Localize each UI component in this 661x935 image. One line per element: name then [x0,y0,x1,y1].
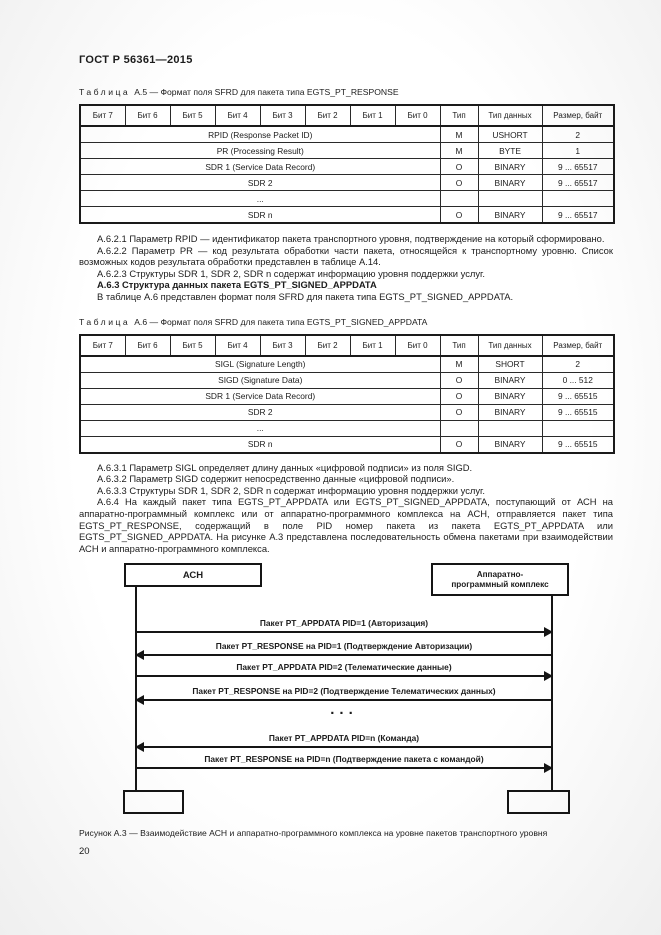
datatype-cell [478,191,542,207]
datatype-cell [478,420,542,436]
column-header: Тип данных [478,105,542,126]
datatype-cell: SHORT [478,356,542,373]
type-cell: M [440,356,478,373]
column-header: Бит 6 [125,335,170,356]
column-header: Бит 7 [80,105,125,126]
size-cell: 2 [542,356,614,373]
type-cell: O [440,207,478,224]
datatype-cell: BINARY [478,388,542,404]
column-header: Бит 2 [305,335,350,356]
arrowhead-right-icon [544,627,553,637]
field-cell: PR (Processing Result) [80,143,440,159]
column-header: Бит 3 [260,105,305,126]
table-a5-caption [79,87,613,97]
page-number: 20 [79,846,90,858]
field-cell: SDR 1 (Service Data Record) [80,388,440,404]
type-cell: O [440,388,478,404]
field-cell: SDR 1 (Service Data Record) [80,159,440,175]
column-header: Размер, байт [542,105,614,126]
field-cell: SDR 2 [80,404,440,420]
message-label: Пакет PT_APPDATA PID=1 (Авторизация) [259,618,429,629]
column-header: Бит 3 [260,335,305,356]
table-row [80,207,614,224]
paragraph-a633: А.6.3.3 Структуры SDR 1, SDR 2, SDR n содержат информацию уровня поддержки услуг. [97,484,485,496]
paragraph-a63-intro: В таблице А.6 представлен формат поля SFRD для пакета типа EGTS_PT_SIGNED_APPDATA. [97,290,514,302]
message-label: Пакет PT_RESPONSE на PID=n (Подтверждение пакета с командой) [204,754,484,765]
actor-box-complex [431,563,569,596]
arrowhead-right-icon [544,671,553,681]
field-cell: SDR 2 [80,175,440,191]
column-header: Тип [440,105,478,126]
arrowhead-left-icon [135,650,144,660]
table-a5 [79,104,615,224]
paragraph-a64: А.6.4 На каждый пакет типа EGTS_PT_APPDATA или EGTS_PT_SIGNED_APPDATA, поступающий от АСН на аппаратно-программный комплекс или от аппаратно-программного комплекса на АСН, отправляется пакет типа EGTS_PT_RESPONSE, содержащий в поле PID номер пакета из пакета EGTS_PT_APPDATA или EGTS_PT_SIGNED_APPDATA. На рисунке А.3 представлена последовательность обмена пакетами при взаимодействии АСН и аппаратно-программного комплекса. [79,496,613,554]
datatype-cell: BINARY [478,207,542,224]
table-row [80,356,614,373]
column-header: Бит 4 [215,335,260,356]
field-cell: SDR n [80,207,440,224]
standard-number: ГОСТ Р 56361—2015 [79,54,193,66]
type-cell: M [440,126,478,143]
type-cell: O [440,404,478,420]
column-header: Бит 1 [350,335,395,356]
column-header: Бит 7 [80,335,125,356]
table-row [80,159,614,175]
lifeline-end-box-left [123,790,184,814]
table-a6-header-row [80,335,614,356]
table-a6 [79,334,615,454]
type-cell: O [440,372,478,388]
table-row [80,420,614,436]
table-a6-caption-word: Таблица [79,316,131,327]
table-row [80,372,614,388]
column-header: Бит 4 [215,105,260,126]
table-a5-caption-text: А.5 — Формат поля SFRD для пакета типа EGTS_PT_RESPONSE [134,87,399,97]
table-row [80,143,614,159]
paragraph-a631: А.6.3.1 Параметр SIGL определяет длину данных «цифровой подписи» из поля SIGD. [97,461,473,473]
size-cell: 9 ... 65515 [542,436,614,453]
table-a5-header-row [80,105,614,126]
table-row [80,126,614,143]
size-cell: 9 ... 65517 [542,175,614,191]
datatype-cell: BINARY [478,436,542,453]
figure-a3-caption: Рисунок А.3 — Взаимодействие АСН и аппаратно-программного комплекса на уровне пакетов транспортного уровня [79,828,548,839]
datatype-cell: BYTE [478,143,542,159]
type-cell [440,191,478,207]
sequence-diagram [79,563,613,815]
field-cell: ... [80,420,440,436]
size-cell: 1 [542,143,614,159]
size-cell: 9 ... 65517 [542,207,614,224]
table-a5-caption-word: Таблица [79,87,131,97]
column-header: Бит 2 [305,105,350,126]
table-row [80,404,614,420]
lifeline-end-box-right [507,790,570,814]
field-cell: ... [80,191,440,207]
column-header: Бит 0 [395,105,440,126]
actor-box-asn [124,563,262,587]
size-cell: 2 [542,126,614,143]
paragraph-a621: А.6.2.1 Параметр RPID — идентификатор пакета транспортного уровня, подтверждение на который сформировано. [97,233,605,244]
column-header: Бит 0 [395,335,440,356]
column-header: Бит 5 [170,335,215,356]
column-header: Тип [440,335,478,356]
table-row [80,436,614,453]
column-header: Бит 5 [170,105,215,126]
message-arrow-right [136,631,552,633]
message-label: Пакет PT_RESPONSE на PID=1 (Подтверждение Авторизации) [215,641,473,652]
arrowhead-right-icon [544,763,553,773]
datatype-cell: BINARY [478,372,542,388]
size-cell [542,420,614,436]
size-cell: 9 ... 65515 [542,404,614,420]
message-label: Пакет PT_APPDATA PID=n (Команда) [268,733,420,744]
datatype-cell: BINARY [478,159,542,175]
section-a62-paragraphs [79,233,613,303]
field-cell: SDR n [80,436,440,453]
table-a6-caption [79,317,613,327]
table-row [80,388,614,404]
type-cell: M [440,143,478,159]
datatype-cell: BINARY [478,175,542,191]
size-cell: 9 ... 65517 [542,159,614,175]
column-header: Размер, байт [542,335,614,356]
paragraph-a632: А.6.3.2 Параметр SIGD содержит непосредственно данные «цифровой подписи». [97,473,455,485]
size-cell [542,191,614,207]
table-row [80,175,614,191]
message-arrow-left [136,746,552,748]
size-cell: 9 ... 65515 [542,388,614,404]
field-cell: RPID (Response Packet ID) [80,126,440,143]
size-cell: 0 ... 512 [542,372,614,388]
field-cell: SIGL (Signature Length) [80,356,440,373]
table-row [80,191,614,207]
actor-asn-label: АСН [182,569,204,581]
field-cell: SIGD (Signature Data) [80,372,440,388]
ellipsis-separator: ... [330,701,358,719]
section-a63-paragraphs [79,462,613,555]
paragraph-a622: А.6.2.2 Параметр PR — код результата обработки части пакета, относящейся к транспортному уровню. Список возможных кодов результата обработки представлен в таблице А.14. [79,244,613,268]
datatype-cell: BINARY [478,404,542,420]
column-header: Бит 1 [350,105,395,126]
message-label: Пакет PT_APPDATA PID=2 (Телематические данные) [236,662,452,673]
actor-complex-label: Аппаратно-программный комплекс [451,570,549,589]
paragraph-a623: А.6.2.3 Структуры SDR 1, SDR 2, SDR n содержат информацию уровня поддержки услуг. [97,267,485,279]
type-cell: O [440,175,478,191]
column-header: Бит 6 [125,105,170,126]
column-header: Тип данных [478,335,542,356]
message-label: Пакет PT_RESPONSE на PID=2 (Подтверждение Телематических данных) [192,686,496,697]
datatype-cell: USHORT [478,126,542,143]
table-a6-caption-text: А.6 — Формат поля SFRD для пакета типа EGTS_PT_SIGNED_APPDATA [134,316,428,327]
type-cell: O [440,159,478,175]
message-arrow-right [136,767,552,769]
message-arrow-left [136,654,552,656]
type-cell [440,420,478,436]
heading-a63: А.6.3 Структура данных пакета EGTS_PT_SIGNED_APPDATA [97,279,377,291]
arrowhead-left-icon [135,742,144,752]
message-arrow-right [136,675,552,677]
type-cell: O [440,436,478,453]
